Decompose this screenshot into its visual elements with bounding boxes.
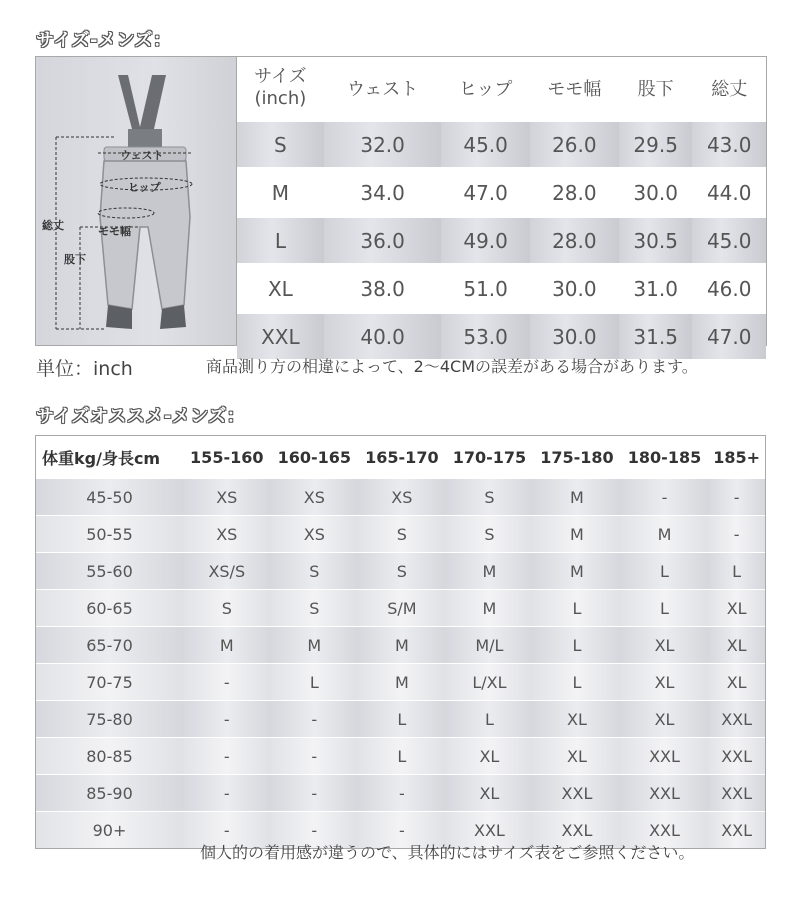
header-thigh: モモ幅 — [530, 57, 619, 121]
size-header-line2: (inch) — [254, 88, 307, 109]
size-value-cell: 31.5 — [619, 313, 693, 360]
recommended-size-cell: M — [621, 516, 709, 553]
recommended-size-cell: L — [621, 590, 709, 627]
recommend-row — [36, 775, 765, 812]
size-value-cell: 40.0 — [324, 313, 442, 360]
recommended-size-cell: - — [271, 701, 359, 738]
recommended-size-cell: XL — [446, 775, 534, 812]
height-column-header: 180-185 — [621, 436, 709, 479]
recommended-size-cell: L — [533, 590, 621, 627]
recommended-size-cell: M — [533, 479, 621, 516]
weight-range-cell: 55-60 — [36, 553, 183, 590]
recommended-size-cell: - — [271, 775, 359, 812]
size-value-cell: 53.0 — [441, 313, 529, 360]
recommended-size-cell: - — [358, 812, 446, 849]
header-waist: ウェスト — [324, 57, 442, 121]
recommended-size-cell: M — [446, 553, 534, 590]
recommend-row — [36, 553, 765, 590]
recommended-size-cell: S — [358, 553, 446, 590]
size-value-cell: 49.0 — [441, 217, 529, 265]
recommended-size-cell: XXL — [708, 701, 765, 738]
recommended-size-cell: - — [183, 664, 271, 701]
recommend-row — [36, 590, 765, 627]
recommended-size-cell: S — [271, 553, 359, 590]
recommend-row — [36, 664, 765, 701]
height-column-header: 160-165 — [271, 436, 359, 479]
size-row — [237, 313, 766, 360]
diagram-label-total: 総丈 — [42, 219, 64, 232]
size-row — [237, 169, 766, 217]
pants-diagram — [36, 57, 237, 345]
size-value-cell: 46.0 — [692, 265, 766, 313]
recommended-size-cell: S — [446, 479, 534, 516]
recommended-size-cell: M — [358, 627, 446, 664]
size-value-cell: 26.0 — [530, 121, 619, 169]
size-value-cell: 28.0 — [530, 217, 619, 265]
recommended-size-cell: L — [358, 738, 446, 775]
recommended-size-cell: S — [271, 590, 359, 627]
recommend-row — [36, 516, 765, 553]
recommended-size-cell: XL — [708, 664, 765, 701]
diagram-label-hip: ヒップ — [128, 181, 161, 194]
weight-range-cell: 85-90 — [36, 775, 183, 812]
recommended-size-cell: S — [358, 516, 446, 553]
recommended-size-cell: S — [446, 516, 534, 553]
size-value-cell: 30.5 — [619, 217, 693, 265]
size-label-cell: M — [237, 169, 324, 217]
recommended-size-cell: XXL — [708, 812, 765, 849]
recommended-size-cell: M — [183, 627, 271, 664]
recommended-size-cell: - — [183, 812, 271, 849]
recommended-size-cell: XXL — [708, 738, 765, 775]
recommended-size-cell: XS — [358, 479, 446, 516]
recommended-size-cell: L — [533, 664, 621, 701]
header-total-length: 総丈 — [692, 57, 766, 121]
size-value-cell: 36.0 — [324, 217, 442, 265]
recommended-size-cell: XL — [621, 627, 709, 664]
size-value-cell: 38.0 — [324, 265, 442, 313]
weight-range-cell: 60-65 — [36, 590, 183, 627]
recommended-size-cell: - — [708, 516, 765, 553]
recommended-size-cell: XS — [183, 516, 271, 553]
height-column-header: 165-170 — [358, 436, 446, 479]
weight-range-cell: 80-85 — [36, 738, 183, 775]
weight-range-cell: 50-55 — [36, 516, 183, 553]
recommended-size-cell: L — [358, 701, 446, 738]
size-value-cell: 47.0 — [441, 169, 529, 217]
header-hip: ヒップ — [441, 57, 529, 121]
recommended-size-cell: L/XL — [446, 664, 534, 701]
recommended-size-cell: - — [708, 479, 765, 516]
diagram-label-thigh: モモ幅 — [98, 225, 131, 238]
size-label-cell: L — [237, 217, 324, 265]
recommended-size-cell: XXL — [708, 775, 765, 812]
recommend-section-title: サイズオススメ-メンズ： — [36, 406, 246, 427]
diagram-label-waist: ウェスト — [120, 149, 164, 162]
recommended-size-cell: S — [183, 590, 271, 627]
recommended-size-cell: S/M — [358, 590, 446, 627]
height-column-header: 170-175 — [446, 436, 534, 479]
recommended-size-cell: - — [621, 479, 709, 516]
weight-range-cell: 90+ — [36, 812, 183, 849]
weight-range-cell: 65-70 — [36, 627, 183, 664]
recommended-size-cell: M — [533, 553, 621, 590]
recommended-size-cell: XXL — [621, 775, 709, 812]
height-column-header: 185+ — [708, 436, 765, 479]
recommended-size-cell: M — [358, 664, 446, 701]
recommended-size-cell: - — [271, 812, 359, 849]
recommended-size-cell: L — [533, 627, 621, 664]
recommended-size-cell: XL — [533, 738, 621, 775]
size-value-cell: 45.0 — [692, 217, 766, 265]
recommended-size-cell: XL — [621, 701, 709, 738]
size-section-title: サイズ-メンズ： — [36, 30, 172, 51]
recommended-size-cell: XXL — [533, 775, 621, 812]
recommended-size-cell: - — [358, 775, 446, 812]
recommended-size-cell: XS — [271, 516, 359, 553]
recommended-size-cell: L — [708, 553, 765, 590]
recommend-chart — [35, 435, 766, 849]
recommended-size-cell: - — [271, 738, 359, 775]
recommended-size-cell: L — [271, 664, 359, 701]
size-value-cell: 32.0 — [324, 121, 442, 169]
size-label-cell: XXL — [237, 313, 324, 360]
recommended-size-cell: - — [183, 738, 271, 775]
recommend-row — [36, 627, 765, 664]
recommended-size-cell: XL — [621, 664, 709, 701]
recommended-size-cell: L — [446, 701, 534, 738]
size-value-cell: 51.0 — [441, 265, 529, 313]
size-value-cell: 29.5 — [619, 121, 693, 169]
weight-height-corner-header: 体重kg/身長cm — [36, 436, 183, 479]
recommended-size-cell: - — [183, 701, 271, 738]
size-value-cell: 28.0 — [530, 169, 619, 217]
weight-range-cell: 75-80 — [36, 701, 183, 738]
recommended-size-cell: XL — [446, 738, 534, 775]
recommended-size-cell: M — [446, 590, 534, 627]
recommend-row — [36, 738, 765, 775]
recommended-size-cell: XL — [708, 627, 765, 664]
size-value-cell: 45.0 — [441, 121, 529, 169]
recommend-row — [36, 701, 765, 738]
recommended-size-cell: M/L — [446, 627, 534, 664]
recommended-size-cell: XXL — [621, 738, 709, 775]
size-row — [237, 217, 766, 265]
height-column-header: 155-160 — [183, 436, 271, 479]
size-value-cell: 34.0 — [324, 169, 442, 217]
recommend-row — [36, 479, 765, 516]
unit-label: 単位：inch — [36, 358, 133, 380]
height-column-header: 175-180 — [533, 436, 621, 479]
recommend-table — [36, 436, 765, 848]
size-value-cell: 47.0 — [692, 313, 766, 360]
size-value-cell: 30.0 — [530, 313, 619, 360]
size-value-cell: 43.0 — [692, 121, 766, 169]
recommended-size-cell: M — [533, 516, 621, 553]
weight-range-cell: 70-75 — [36, 664, 183, 701]
size-value-cell: 31.0 — [619, 265, 693, 313]
recommended-size-cell: XXL — [533, 812, 621, 849]
recommended-size-cell: XL — [533, 701, 621, 738]
recommend-table-header — [36, 436, 765, 479]
header-inseam: 股下 — [619, 57, 693, 121]
size-row — [237, 265, 766, 313]
size-label-cell: XL — [237, 265, 324, 313]
size-value-cell: 30.0 — [530, 265, 619, 313]
recommended-size-cell: L — [621, 553, 709, 590]
bib-pants-illustration — [36, 57, 236, 345]
size-header-line1: サイズ — [254, 66, 307, 87]
size-column-header — [237, 57, 324, 121]
diagram-label-inseam: 股下 — [64, 253, 86, 266]
size-row — [237, 121, 766, 169]
weight-range-cell: 45-50 — [36, 479, 183, 516]
size-label-cell: S — [237, 121, 324, 169]
recommended-size-cell: XS — [271, 479, 359, 516]
size-table-header — [237, 57, 766, 121]
reference-note: 個人的の着用感が違うので、具体的にはサイズ表をご参照ください。 — [200, 843, 695, 862]
recommended-size-cell: XS/S — [183, 553, 271, 590]
recommended-size-cell: - — [183, 775, 271, 812]
size-value-cell: 30.0 — [619, 169, 693, 217]
recommended-size-cell: XXL — [621, 812, 709, 849]
size-value-cell: 44.0 — [692, 169, 766, 217]
recommended-size-cell: XS — [183, 479, 271, 516]
size-chart — [35, 56, 767, 349]
recommended-size-cell: XL — [708, 590, 765, 627]
recommended-size-cell: M — [271, 627, 359, 664]
measurement-difference-note: 商品測り方の相違によって、2～4CMの誤差がある場合があります。 — [206, 357, 698, 376]
recommended-size-cell: XXL — [446, 812, 534, 849]
size-table — [237, 57, 766, 359]
